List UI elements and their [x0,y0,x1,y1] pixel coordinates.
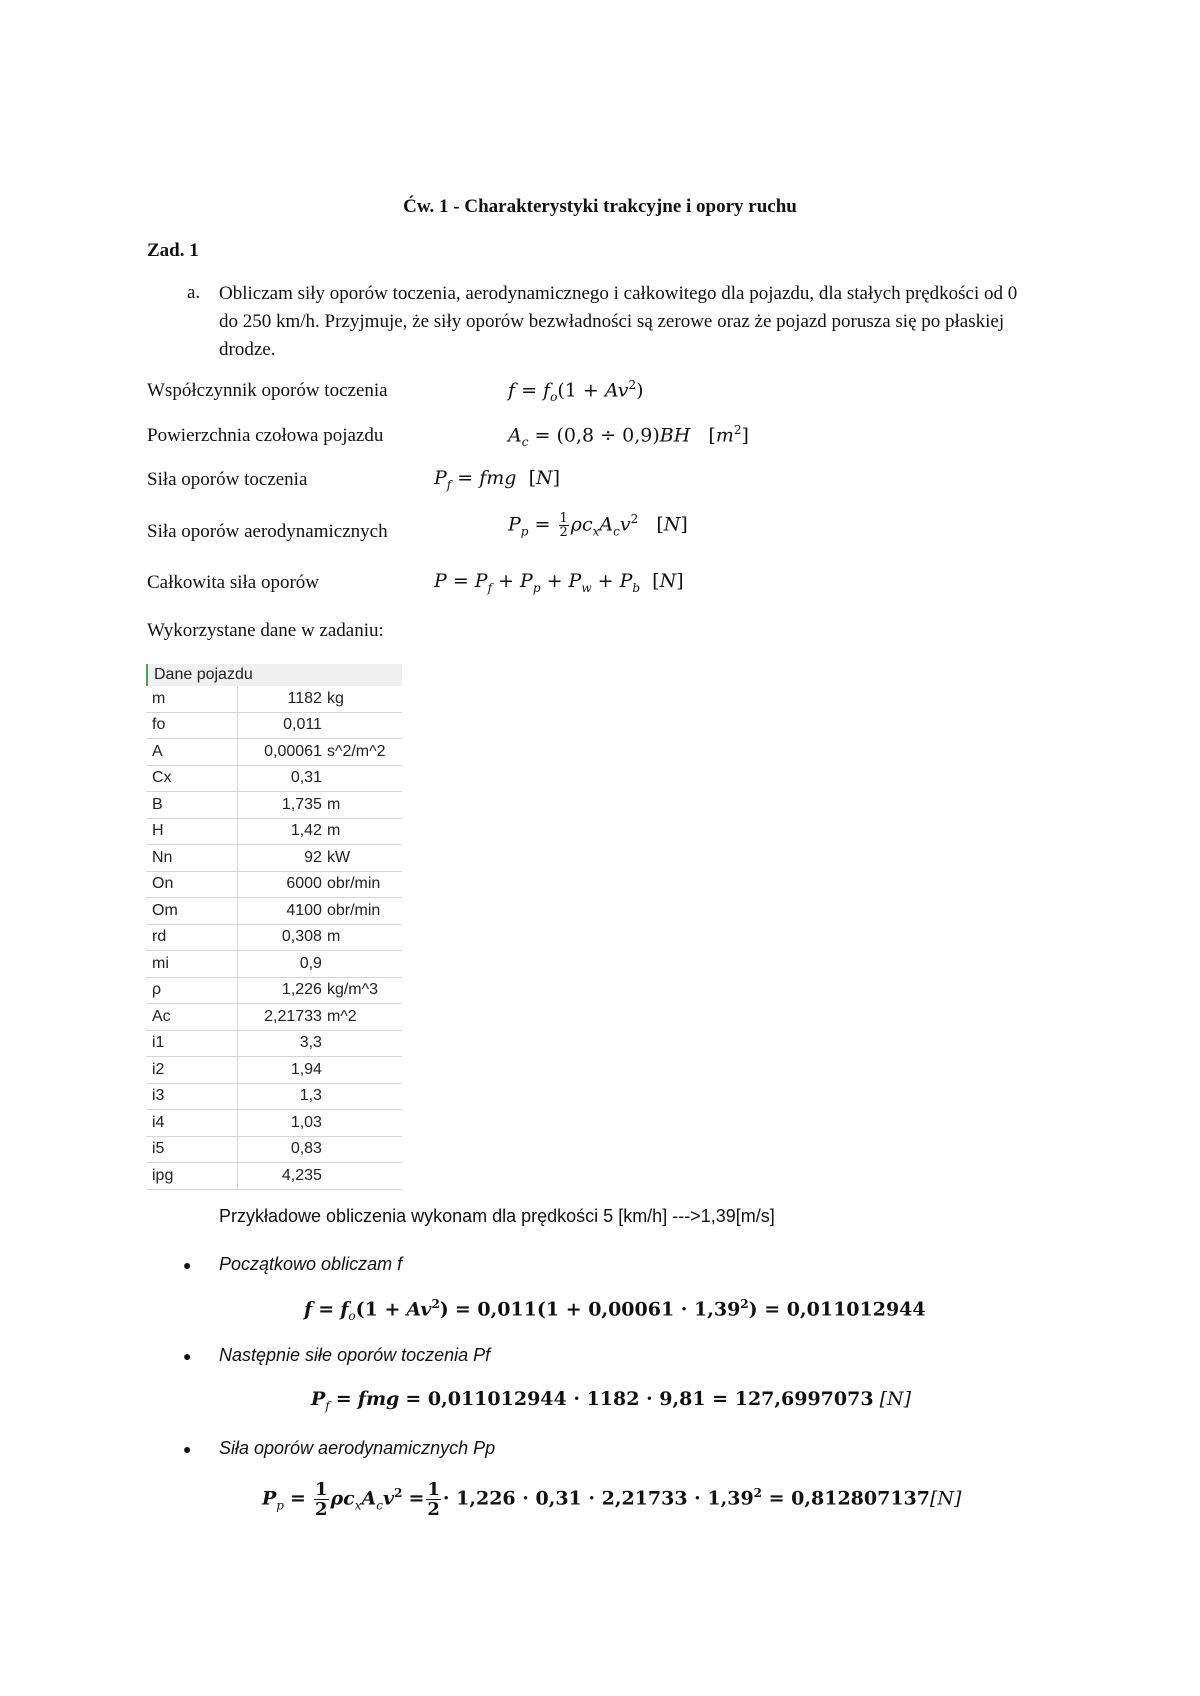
cell-name: B [146,792,237,819]
cell-unit: obr/min [324,898,402,925]
table-row [146,977,402,1004]
cell-name: fo [146,712,237,739]
cell-unit [324,765,402,792]
cell-name: ipg [146,1163,237,1190]
cell-value: 4100 [237,898,324,925]
cell-name: m [146,686,237,712]
rolling-coef-formula: $f = f_o(1 + Av^2)$ [508,378,644,405]
total-force-formula: $P = P_f + P_p + P_w + P_b$ [N] [434,570,684,595]
bullet-icon: ● [183,1443,192,1458]
f-result: ) = 0,011012944 [748,1298,926,1321]
cell-unit [324,1110,402,1137]
bullet-text-pp: Siła oporów aerodynamicznych Pp [219,1438,496,1458]
cell-name: i1 [146,1030,237,1057]
cell-unit: m [324,818,402,845]
cell-value: 4,235 [237,1163,324,1190]
frontal-area-label: Powierzchnia czołowa pojazdu [147,425,384,446]
cell-unit: m [324,792,402,819]
table-row [146,1030,402,1057]
rolling-coef-label: Współczynnik oporów toczenia [147,380,388,401]
cell-name: i5 [146,1136,237,1163]
cell-value: 3,3 [237,1030,324,1057]
cell-unit [324,1057,402,1084]
table-row [146,1136,402,1163]
cell-value: 1,735 [237,792,324,819]
table-row [146,951,402,978]
table-row [146,871,402,898]
table-row [146,1083,402,1110]
cell-name: i4 [146,1110,237,1137]
cell-name: Om [146,898,237,925]
bullet-text-pf: Następnie siłe oporów toczenia Pf [219,1345,491,1365]
table-row [146,1057,402,1084]
cell-unit: m^2 [324,1004,402,1031]
table-row [146,1163,402,1190]
cell-value: 0,83 [237,1136,324,1163]
total-force-label: Całkowita siła oporów [147,572,320,593]
document-title: Ćw. 1 - Charakterystyki trakcyjne i opory ruchu [403,196,797,217]
cell-name: Ac [146,1004,237,1031]
cell-name: On [146,871,237,898]
cell-unit [324,951,402,978]
cell-value: 1,226 [237,977,324,1004]
list-marker: a. [187,282,201,303]
bullet-icon: ● [183,1350,192,1365]
cell-name: rd [146,924,237,951]
bullet-text-f: Początkowo obliczam f [219,1254,403,1274]
task-heading: Zad. 1 [147,240,199,261]
pf-numeric: = 0,011012944 · 1182 · 9,81 = [405,1388,735,1410]
table-row [146,686,402,712]
table-row [146,792,402,819]
rolling-force-label: Siła oporów toczenia [147,469,308,490]
table-row [146,924,402,951]
cell-value: 1182 [237,686,324,712]
cell-value: 0,308 [237,924,324,951]
cell-name: H [146,818,237,845]
cell-unit: kg [324,686,402,712]
cell-name: Cx [146,765,237,792]
table-row [146,845,402,872]
pp-equation: $P_p$ = $\frac{1}{2}$ $\rho c_xA_cv^2$ = $\frac{1}{2}$ · $1,226 \cdot 0,31 \cdot 2,21733 \cdot 1,39^2 = 0,812807137[N]$ [262,1479,962,1520]
cell-name: i2 [146,1057,237,1084]
cell-value: 0,31 [237,765,324,792]
cell-unit [324,712,402,739]
cell-unit: m [324,924,402,951]
cell-unit [324,1136,402,1163]
table-row [146,712,402,739]
table-row [146,1004,402,1031]
cell-value: 1,3 [237,1083,324,1110]
vehicle-data-table [146,664,402,1190]
aero-force-formula: $P_p$ = $\frac{1}{2}$ $\rho c_xA_cv^2$ [N] [508,511,688,540]
cell-value: 92 [237,845,324,872]
cell-value: 0,011 [237,712,324,739]
cell-name: Nn [146,845,237,872]
data-intro: Wykorzystane dane w zadaniu: [147,620,384,641]
cell-unit [324,1083,402,1110]
f-equation: $f = f_o(1 + Av^2) = 0,011(1 + 0,00061 \cdot 1,39^2) = 0,011012944$ [304,1297,926,1324]
cell-unit [324,1030,402,1057]
f-numeric: = 0,011(1 + 0,00061 · 1,39 [454,1298,741,1321]
cell-value: 0,00061 [237,739,324,766]
cell-unit: kW [324,845,402,872]
cell-value: 0,9 [237,951,324,978]
table-row [146,818,402,845]
cell-unit: s^2/m^2 [324,739,402,766]
cell-unit: obr/min [324,871,402,898]
rolling-force-formula: $P_f$ = fmg [N] [434,467,561,492]
cell-unit: kg/m^3 [324,977,402,1004]
cell-value: 6000 [237,871,324,898]
cell-name: i3 [146,1083,237,1110]
table-row [146,898,402,925]
pf-equation: $P_f$ = fmg = 0,011012944 · 1182 · 9,81 = 127,6997073 [N] [311,1388,912,1413]
cell-value: 1,42 [237,818,324,845]
cell-unit [324,1163,402,1190]
cell-value: 1,03 [237,1110,324,1137]
cell-name: ρ [146,977,237,1004]
table-header: Dane pojazdu [146,664,402,686]
cell-value: 2,21733 [237,1004,324,1031]
pp-result: = 0,812807137 [762,1487,930,1510]
table-row [146,1110,402,1137]
frontal-area-formula: $A_c = (0,8 \div 0,9)BH$ $[m^2]$ [508,423,749,450]
table-row [146,739,402,766]
cell-value: 1,94 [237,1057,324,1084]
bullet-icon: ● [183,1259,192,1274]
intro-paragraph: Obliczam siły oporów toczenia, aerodynamicznego i całkowitego dla pojazdu, dla stałych prędkości od 0 do 250 km/h. Przyjmuje, że siły oporów bezwładności są zerowe oraz że pojazd porusza się po płaskiej drodze. [219,283,1018,360]
cell-name: A [146,739,237,766]
pf-result: 127,6997073 [734,1388,874,1410]
pp-numeric: · 1,226 · 0,31 · 2,21733 · 1,39 [442,1487,754,1510]
aero-force-label: Siła oporów aerodynamicznych [147,521,388,542]
example-intro: Przykładowe obliczenia wykonam dla prędkości 5 [km/h] --->1,39[m/s] [219,1206,775,1226]
table-row [146,765,402,792]
cell-name: mi [146,951,237,978]
